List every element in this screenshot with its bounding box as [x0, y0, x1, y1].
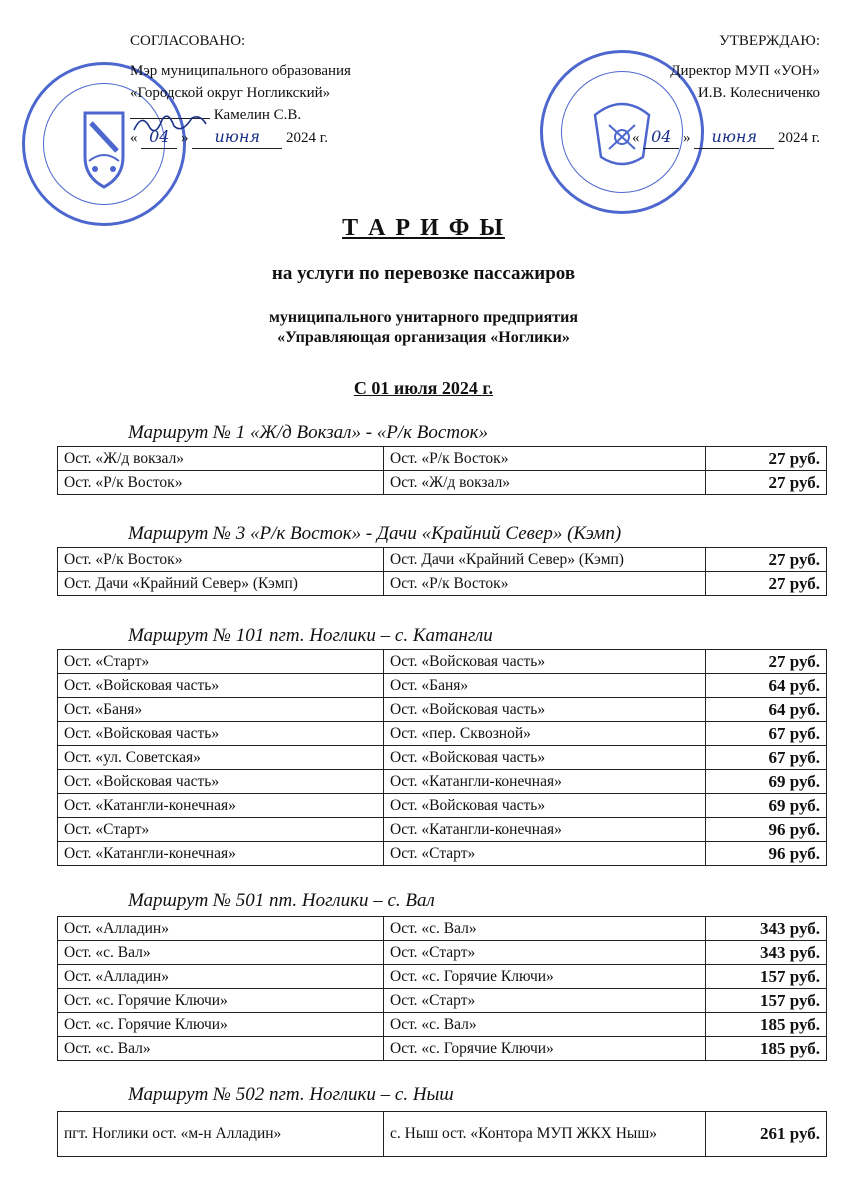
date-day: 04: [643, 126, 679, 149]
document-title: Т А Р И Ф Ы: [342, 215, 505, 241]
table-row: Ост. «Старт» Ост. «Войсковая часть» 27 руб.: [58, 650, 827, 674]
table-row: Ост. «Войсковая часть» Ост. «Катангли-конечная» 69 руб.: [58, 770, 827, 794]
date-year: 2024 г.: [286, 130, 328, 146]
date-day: 04: [141, 126, 177, 149]
organization-line-2: «Управляющая организация «Ноглики»: [277, 329, 570, 346]
table-row: Ост. «Старт» Ост. «Катангли-конечная» 96 руб.: [58, 818, 827, 842]
table-row: Ост. «Катангли-конечная» Ост. «Войсковая часть» 69 руб.: [58, 794, 827, 818]
director-name: И.В. Колесниченко: [697, 85, 820, 101]
director-position: Директор МУП «УОН»: [670, 63, 820, 79]
signature-line: [130, 118, 210, 119]
table-row: Ост. «с. Вал» Ост. «с. Горячие Ключи» 185 руб.: [58, 1037, 827, 1061]
route-3-tariff-table: [57, 547, 827, 596]
table-row: Ост. «Войсковая часть» Ост. «пер. Сквозной» 67 руб.: [58, 722, 827, 746]
approve-date: « 04 » июня 2024 г.: [590, 126, 820, 149]
approval-block-left: [130, 30, 351, 149]
table-row: Ост. «Р/к Восток» Ост. Дачи «Крайний Север» (Кэмп) 27 руб.: [58, 548, 827, 572]
handwritten-signature-icon: [130, 110, 210, 138]
route-title: Маршрут № 1 «Ж/д Вокзал» - «Р/к Восток»: [128, 422, 488, 443]
table-row: Ост. «Войсковая часть» Ост. «Баня» 64 руб.: [58, 674, 827, 698]
approval-date: « 04 » июня 2024 г.: [130, 126, 351, 149]
approver-name: Камелин С.В.: [213, 107, 302, 123]
date-month: июня: [192, 126, 282, 149]
effective-date: С 01 июля 2024 г.: [353, 378, 494, 398]
route-502-tariff-table: [57, 1111, 827, 1157]
approver-organization: «Городской округ Ногликский»: [130, 85, 331, 101]
table-row: Ост. «Р/к Восток» Ост. «Ж/д вокзал» 27 руб.: [58, 471, 827, 495]
route-title: Маршрут № 101 пгт. Ноглики – с. Катангли: [128, 625, 493, 646]
approval-label: СОГЛАСОВАНО:: [130, 33, 246, 49]
route-1-tariff-table: [57, 446, 827, 495]
approval-block-right: [590, 30, 820, 149]
document-subtitle: на услуги по перевозке пассажиров: [271, 263, 576, 284]
route-501-tariff-table: [57, 916, 827, 1061]
route-title: Маршрут № 3 «Р/к Восток» - Дачи «Крайний Север» (Кэмп): [128, 523, 622, 544]
approver-signature-row: [130, 104, 351, 126]
table-row: Ост. Дачи «Крайний Север» (Кэмп) Ост. «Р/к Восток» 27 руб.: [58, 572, 827, 596]
table-row: Ост. «Катангли-конечная» Ост. «Старт» 96 руб.: [58, 842, 827, 866]
table-row: Ост. «Ж/д вокзал» Ост. «Р/к Восток» 27 руб.: [58, 447, 827, 471]
route-title: Маршрут № 502 пгт. Ноглики – с. Ныш: [128, 1084, 454, 1105]
table-row: Ост. «Баня» Ост. «Войсковая часть» 64 руб.: [58, 698, 827, 722]
table-row: Ост. «Алладин» Ост. «с. Горячие Ключи» 157 руб.: [58, 965, 827, 989]
table-row: Ост. «с. Горячие Ключи» Ост. «Старт» 157 руб.: [58, 989, 827, 1013]
table-row: Ост. «с. Горячие Ключи» Ост. «с. Вал» 185 руб.: [58, 1013, 827, 1037]
route-101-tariff-table: [57, 649, 827, 866]
table-row: пгт. Ноглики ост. «м-н Алладин» с. Ныш ост. «Контора МУП ЖКХ Ныш» 261 руб.: [58, 1112, 827, 1157]
route-title: Маршрут № 501 пт. Ноглики – с. Вал: [128, 890, 435, 911]
table-row: Ост. «ул. Советская» Ост. «Войсковая часть» 67 руб.: [58, 746, 827, 770]
date-month: июня: [694, 126, 774, 149]
table-row: Ост. «Алладин» Ост. «с. Вал» 343 руб.: [58, 917, 827, 941]
approve-label: УТВЕРЖДАЮ:: [719, 33, 820, 49]
table-row: Ост. «с. Вал» Ост. «Старт» 343 руб.: [58, 941, 827, 965]
organization-line-1: муниципального унитарного предприятия: [269, 309, 578, 326]
approver-position: Мэр муниципального образования: [130, 63, 351, 79]
date-year: 2024 г.: [778, 130, 820, 146]
